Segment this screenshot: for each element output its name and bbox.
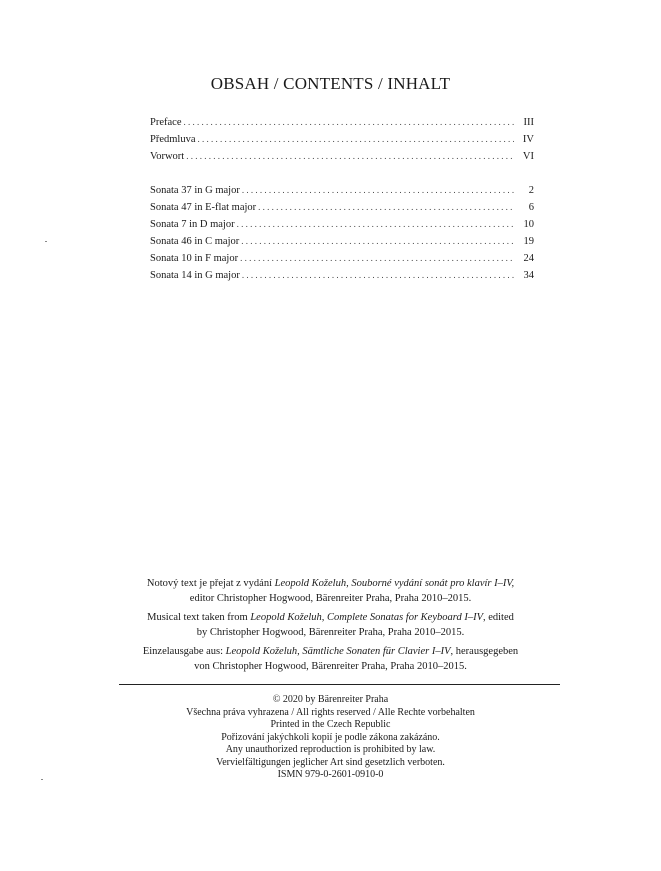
toc-dot-leader [241, 233, 514, 250]
imprint-line: Printed in the Czech Republic [270, 719, 391, 730]
toc-entry-label: Sonata 14 in G major [150, 270, 240, 281]
credit-czech-editor: editor Christopher Hogwood, Bärenreiter Praha, Praha 2010–2015. [189, 592, 472, 604]
toc-front-matter [150, 114, 534, 165]
toc-dot-leader [237, 216, 514, 233]
toc-entry-page: 19 [523, 236, 534, 247]
imprint-line: Pořizování jakýchkoli kopií je podle zákona zakázáno. [221, 731, 440, 743]
toc-entry-label: Předmluva [150, 134, 196, 145]
credit-german-suffix: , herausgegeben [450, 646, 519, 657]
toc-entry [150, 114, 534, 131]
imprint-line: Vervielfältigungen jeglicher Art sind gesetzlich verboten. [216, 756, 445, 768]
toc-entry [150, 250, 534, 267]
toc-entry-label: Sonata 37 in G major [150, 185, 240, 196]
toc-entry-page: 2 [528, 185, 534, 196]
credit-czech-text: Notový text je přejat z vydání [146, 578, 275, 589]
toc-entry-page: III [523, 117, 534, 128]
toc-entry-label: Sonata 10 in F major [150, 253, 239, 264]
credit-czech-title: Leopold Koželuh, Souborné vydání sonát pro klavír I–IV, [274, 578, 515, 589]
imprint-line: Any unauthorized reproduction is prohibited by law. [225, 744, 436, 755]
imprint-line: Všechna práva vyhrazena / All rights reserved / Alle Rechte vorbehalten [186, 706, 475, 718]
toc-entry-page: 24 [523, 253, 534, 264]
credit-english [0, 611, 661, 640]
scan-speck [45, 241, 47, 242]
toc-dot-leader [183, 114, 514, 131]
toc-entry [150, 131, 534, 148]
credit-german-text: Einzelausgabe aus: [142, 646, 226, 657]
toc-entry [150, 182, 534, 199]
toc-entry-label: Vorwort [150, 151, 185, 162]
imprint-line: ISMN 979-0-2601-0910-0 [277, 769, 384, 780]
toc-dot-leader [258, 199, 514, 216]
toc-dot-leader [242, 267, 514, 284]
toc-entry [150, 233, 534, 250]
toc-dot-leader [242, 182, 514, 199]
credit-german [0, 645, 661, 674]
toc-entry [150, 199, 534, 216]
toc-entry-label: Preface [150, 117, 182, 128]
credit-english-title: Leopold Koželuh, Complete Sonatas for Keyboard I–IV [250, 612, 483, 623]
toc-sonatas [150, 182, 534, 284]
toc-dot-leader [198, 131, 515, 148]
toc-entry [150, 148, 534, 165]
copyright-imprint [0, 694, 661, 782]
toc-entry-label: Sonata 7 in D major [150, 219, 235, 230]
toc-entry [150, 267, 534, 284]
toc-dot-leader [240, 250, 514, 267]
imprint-line: © 2020 by Bärenreiter Praha [272, 694, 389, 705]
credit-english-editor: by Christopher Hogwood, Bärenreiter Praha, Praha 2010–2015. [196, 626, 465, 638]
toc-entry-page: IV [522, 134, 534, 145]
credit-czech [0, 577, 661, 606]
toc-dot-leader [186, 148, 514, 165]
credit-english-suffix: , edited [482, 612, 514, 623]
credit-english-text: Musical text taken from [147, 612, 251, 623]
toc-entry-label: Sonata 46 in C major [150, 236, 240, 247]
toc-entry-page: 34 [523, 270, 534, 281]
toc-entry-label: Sonata 47 in E-flat major [150, 202, 257, 213]
source-credits [0, 577, 661, 679]
toc-entry-page: 6 [528, 202, 534, 213]
toc-entry [150, 216, 534, 233]
divider-rule [119, 684, 560, 685]
toc-entry-page: VI [522, 151, 534, 162]
scan-speck [41, 779, 43, 780]
credit-german-editor: von Christopher Hogwood, Bärenreiter Praha, Praha 2010–2015. [194, 660, 467, 672]
page-title: OBSAH / CONTENTS / INHALT [210, 74, 451, 93]
credit-german-title: Leopold Koželuh, Sämtliche Sonaten für Clavier I–IV [225, 646, 451, 657]
toc-entry-page: 10 [523, 219, 534, 230]
